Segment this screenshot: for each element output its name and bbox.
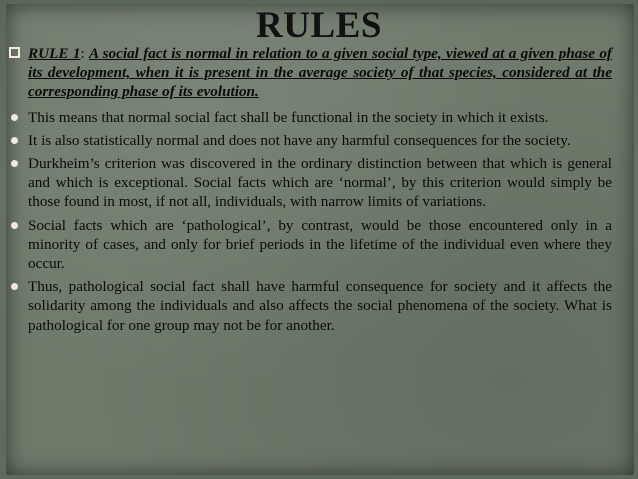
round-bullet-icon [11, 114, 18, 121]
bullet-item [8, 108, 612, 127]
bullet-text: It is also statistically normal and does not have any harmful consequences for the society. [28, 131, 571, 149]
square-bullet-icon [9, 47, 20, 58]
bullet-text: Social facts which are ‘pathological’, by contrast, would be those encountered only in a minority of cases, and only for brief periods in the lifetime of the individual even where they occur. [28, 216, 612, 273]
round-bullet-icon [11, 137, 18, 144]
slide-content [8, 44, 612, 339]
bullet-text: Thus, pathological social fact shall have harmful consequence for society and it affects the solidarity among the individuals and also affects the social phenomena of the society. What is pathological for one group may not be for another. [28, 278, 612, 334]
round-bullet-icon [11, 222, 18, 229]
bullet-item [8, 216, 612, 274]
rule-text: A social fact is normal in relation to a given social type, viewed at a given phase of its development, when it is present in the average society of that species, considered at the corresponding phase of its evolution. [28, 45, 612, 101]
bullet-item [8, 277, 612, 335]
rule-separator: : [80, 45, 89, 62]
round-bullet-icon [11, 160, 18, 167]
rule-item [8, 44, 612, 102]
bullet-item [8, 154, 612, 212]
bullet-text: This means that normal social fact shall be functional in the society in which it exists. [28, 108, 549, 126]
bullet-item [8, 131, 612, 150]
bullet-text: Durkheim’s criterion was discovered in the ordinary distinction between that which is general and which is exceptional. Social facts which are ‘normal’, by this criterion would simply be those found in most, if not all, individuals, with narrow limits of variations. [28, 155, 612, 211]
round-bullet-icon [11, 283, 18, 290]
slide-title: RULES [256, 5, 382, 46]
rule-label: RULE 1 [28, 45, 81, 62]
